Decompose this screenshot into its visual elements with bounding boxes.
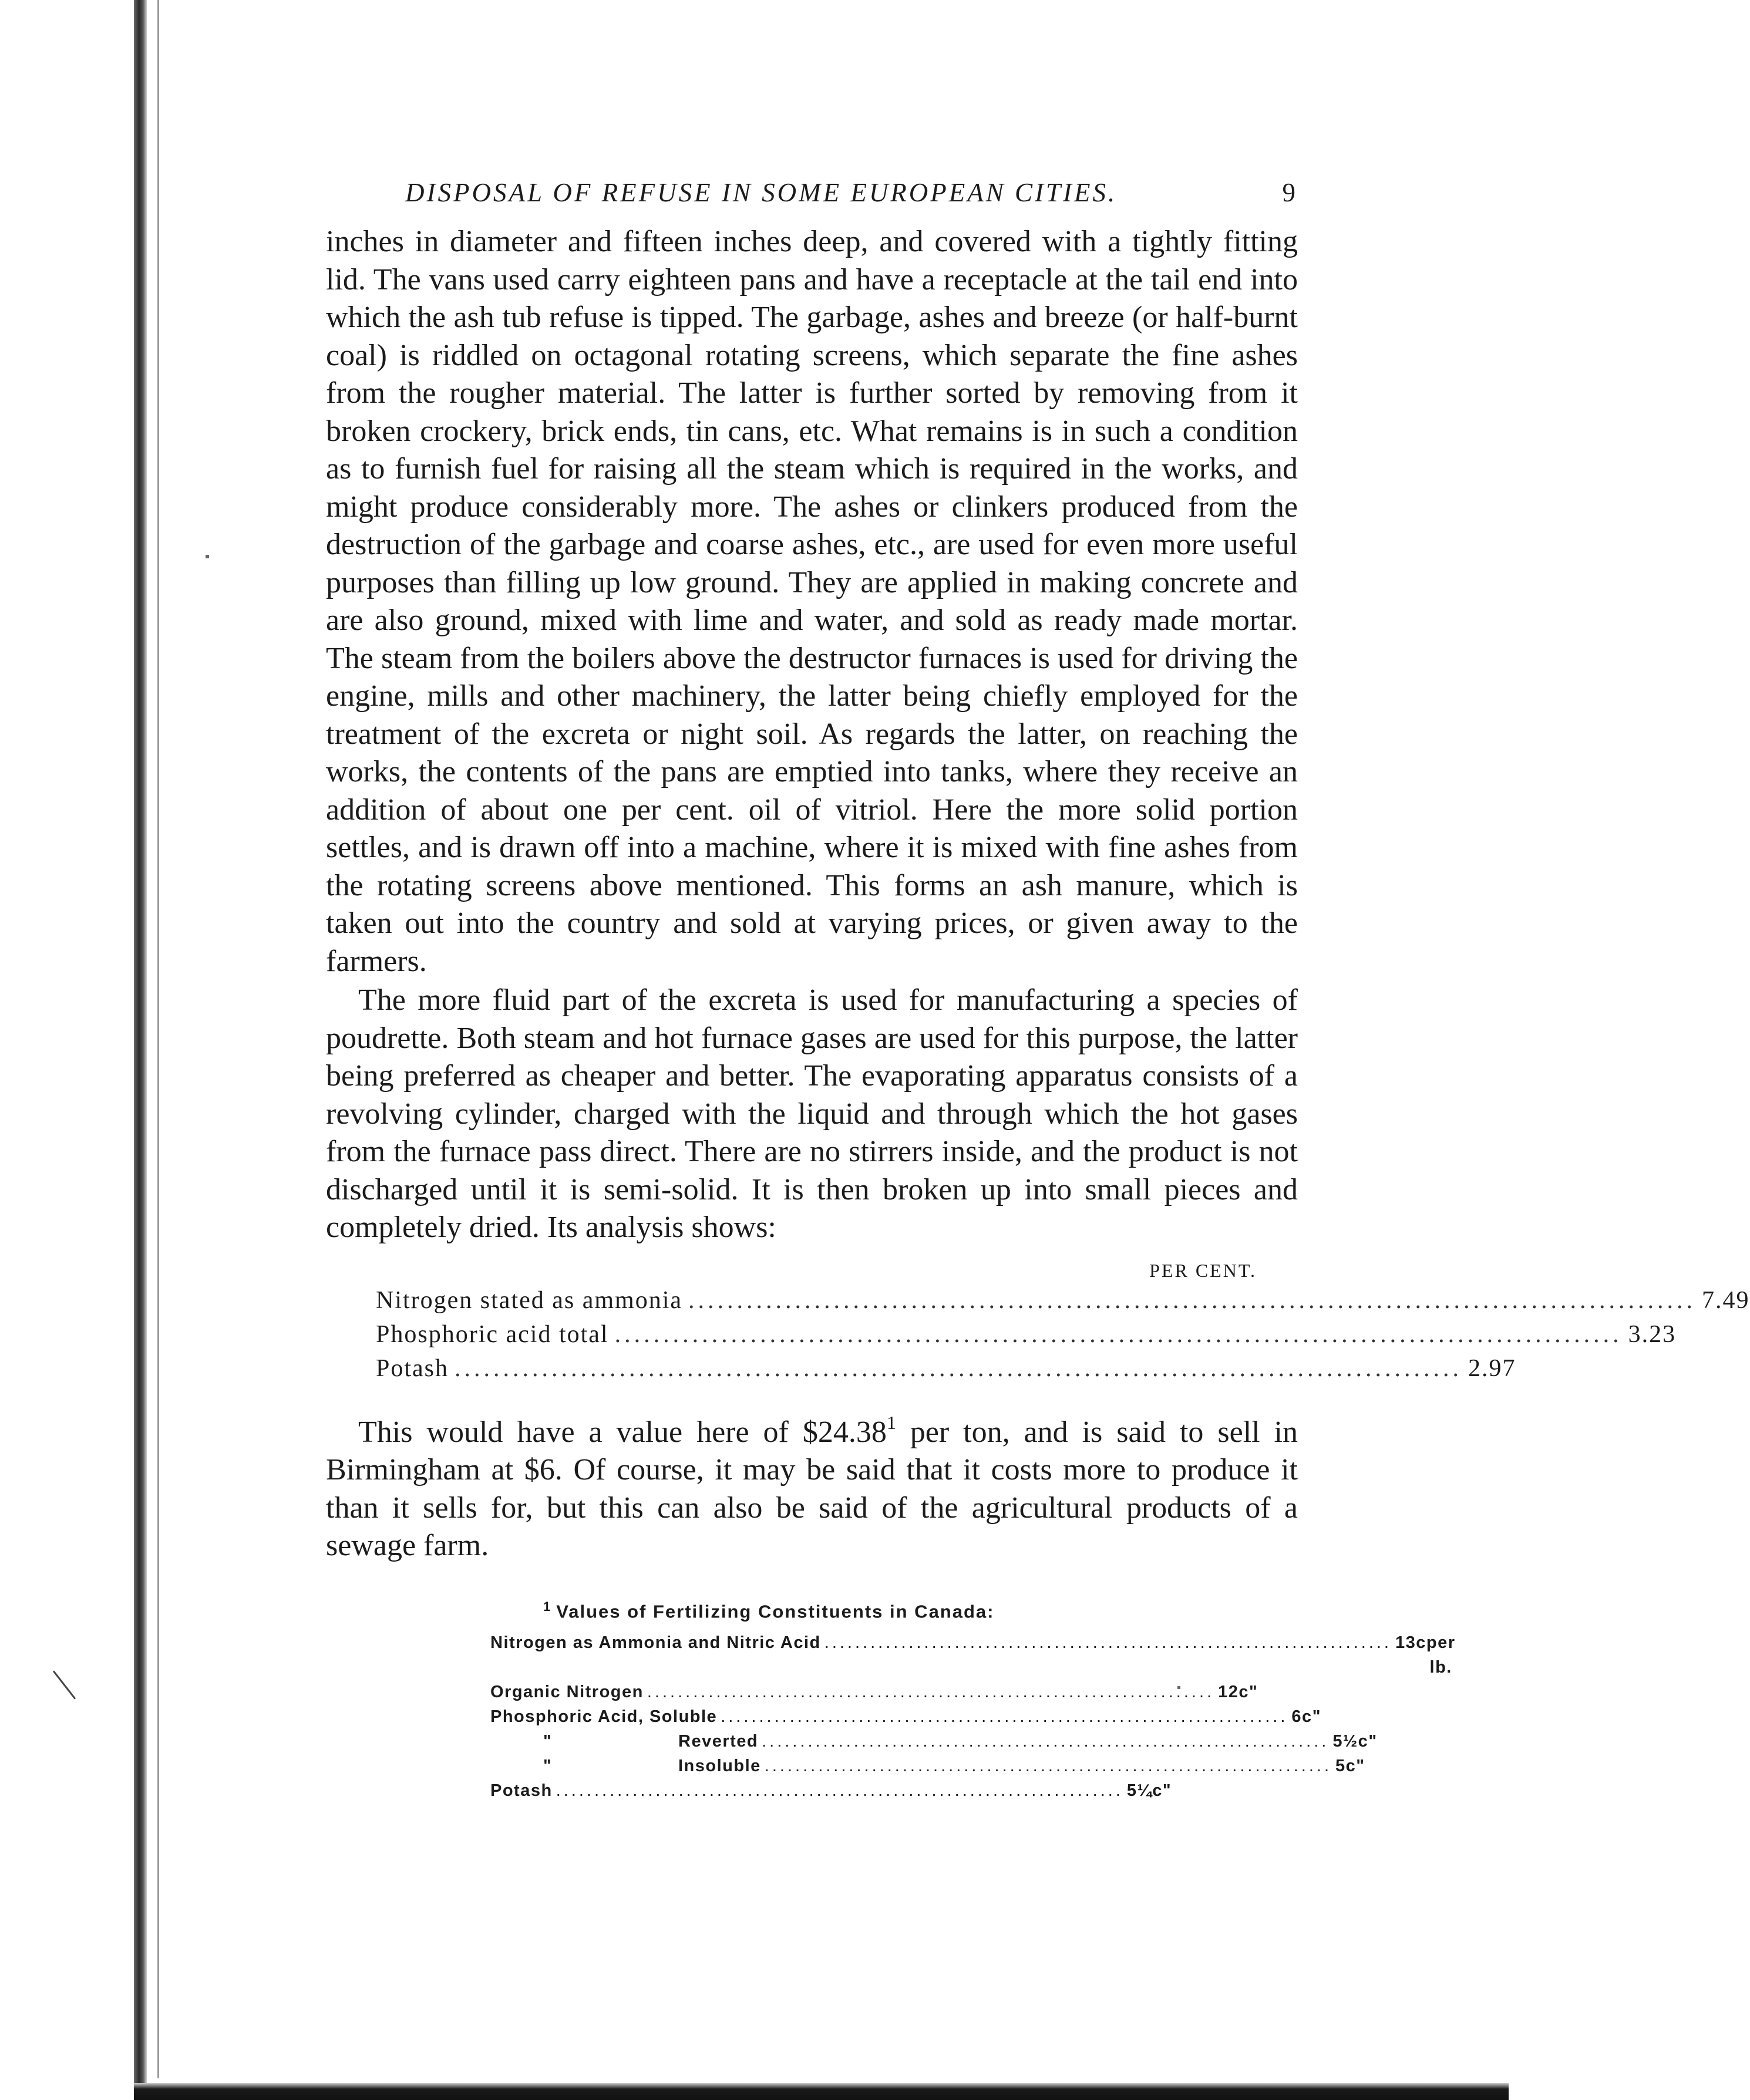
footnote-label [490, 1729, 758, 1754]
analysis-row [326, 1351, 1516, 1386]
footnote-value: 12c [1218, 1682, 1249, 1701]
paragraph-text: per ton, and is said to sell in Birmingham at $6. Of course, it may be said that it costs more to produce it than it sells for, but this can also be said of the agricultural products of a sewage farm. [326, 1415, 1298, 1562]
book-page [326, 170, 1750, 1803]
footnote-row [490, 1778, 1172, 1803]
footnote-row [490, 1680, 1258, 1704]
paragraph [326, 1411, 1298, 1565]
running-head [326, 170, 1298, 223]
scan-bottom-edge [134, 2083, 1509, 2100]
leader-dots: .......................................................................... [721, 1707, 1288, 1726]
footnote-title-text: Values of Fertilizing Constituents in Canada: [556, 1600, 995, 1622]
leader-dots: ........................................................................................................ [614, 1320, 1623, 1348]
footnote-title [543, 1599, 1113, 1622]
scan-left-rule [157, 0, 159, 2078]
footnote-value: 5c [1335, 1756, 1357, 1775]
analysis-table [326, 1259, 1750, 1386]
footnote-label [490, 1754, 761, 1778]
analysis-row [326, 1283, 1750, 1317]
leader-dots: ........................................................................................................ [688, 1286, 1697, 1314]
footnote-unit: " [1356, 1756, 1365, 1775]
footnote-value: 6c [1291, 1707, 1312, 1726]
footnote-label: Phosphoric Acid, Soluble [490, 1707, 718, 1726]
footnote-label: Organic Nitrogen [490, 1682, 644, 1701]
analysis-value: 7.49 [1702, 1286, 1750, 1314]
footnote-row [490, 1754, 1365, 1778]
footnote-unit: per lb. [1426, 1633, 1456, 1677]
analysis-value: 3.23 [1628, 1320, 1677, 1348]
footnote-label: Nitrogen as Ammonia and Nitric Acid [490, 1633, 821, 1652]
ditto-mark: " [543, 1756, 553, 1775]
paragraph-text: This would have a value here of $24.38 [358, 1415, 887, 1449]
analysis-label: Nitrogen stated as ammonia [376, 1286, 683, 1314]
analysis-label: Potash [376, 1354, 449, 1382]
footnote-unit: " [1312, 1707, 1321, 1726]
leader-dots: .......................................................................... [824, 1633, 1392, 1652]
leader-dots: .......................................................................... [764, 1756, 1332, 1775]
footnote-value: 13c [1395, 1633, 1426, 1652]
leader-dots: .......................................................................... [762, 1731, 1330, 1751]
analysis-label: Phosphoric acid total [376, 1320, 609, 1348]
footnote-unit: " [1368, 1731, 1378, 1751]
footnote-row [490, 1729, 1378, 1754]
scan-left-edge [134, 0, 147, 2090]
footnote-value: 5½c [1332, 1731, 1369, 1751]
footnote-reference: 1 [886, 1411, 896, 1433]
analysis-value: 2.97 [1468, 1354, 1516, 1382]
leader-dots: .......................................................................... [647, 1682, 1215, 1701]
footnote-unit: " [1162, 1781, 1172, 1800]
paragraph: The more fluid part of the excreta is used for manufacturing a species of poudrette. Both steam and hot furnace gases are used for this purpose, the latter being preferred as cheaper and better. The evaporating apparatus consists of a revolving cylinder, charged with the liquid and through which the hot gases from the furnace pass direct. There are no stirrers inside, and the product is not discharged until it is semi-solid. It is then broken up into small pieces and completely dried. Its analysis shows: [326, 983, 1298, 1244]
footnote-label-text: Reverted [678, 1731, 759, 1751]
leader-dots: ........................................................................................................ [455, 1354, 1463, 1382]
footnote [490, 1599, 1456, 1803]
scan-pencil-mark [53, 1670, 76, 1699]
footnote-row [490, 1704, 1321, 1729]
footnote-marker: 1 [543, 1599, 552, 1614]
footnote-label: Potash [490, 1781, 553, 1800]
paragraph: inches in diameter and fifteen inches deep, and covered with a tightly fitting lid. The vans used carry eighteen pans and have a receptacle at the tail end into which the ash tub refuse is tipped. The garbage, ashes and breeze (or half-burnt coal) is riddled on octagonal rotating screens, which separate the fine ashes from the rougher material. The latter is further sorted by removing from it broken crockery, brick ends, tin cans, etc. What remains is in such a condition as to furnish fuel for raising all the steam which is required in the works, and might produce considerably more. The ashes or clinkers produced from the destruction of the garbage and coarse ashes, etc., are used for even more useful purposes than filling up low ground. They are applied in making concrete and are also ground, mixed with lime and water, and sold as ready made mortar. The steam from the boilers above the destructor furnaces is used for driving the engine, mills and other machinery, the latter being chiefly employed for the treatment of the excreta or night soil. As regards the latter, on reaching the works, the contents of the pans are emptied into tanks, where they receive an addition of about one per cent. oil of vitriol. Here the more solid portion settles, and is drawn off into a machine, where it is mixed with fine ashes from the rotating screens above mentioned. This forms an ash manure, which is taken out into the country and sold at varying prices, or given away to the farmers. [326, 225, 1298, 978]
page-number: 9 [1282, 178, 1298, 207]
footnote-unit: " [1248, 1682, 1258, 1701]
analysis-unit-header: PER CENT. [1149, 1259, 1257, 1281]
leader-dots: .......................................................................... [556, 1781, 1123, 1800]
scan-speck [206, 555, 209, 558]
analysis-row [326, 1317, 1677, 1351]
footnote-label-text: Insoluble [678, 1756, 761, 1775]
running-head-title: DISPOSAL OF REFUSE IN SOME EUROPEAN CITIES. [405, 178, 1118, 207]
ditto-mark: " [543, 1731, 553, 1751]
footnote-value: 5¼c [1126, 1781, 1163, 1800]
footnote-row [490, 1630, 1456, 1680]
body-text [326, 223, 1750, 1565]
